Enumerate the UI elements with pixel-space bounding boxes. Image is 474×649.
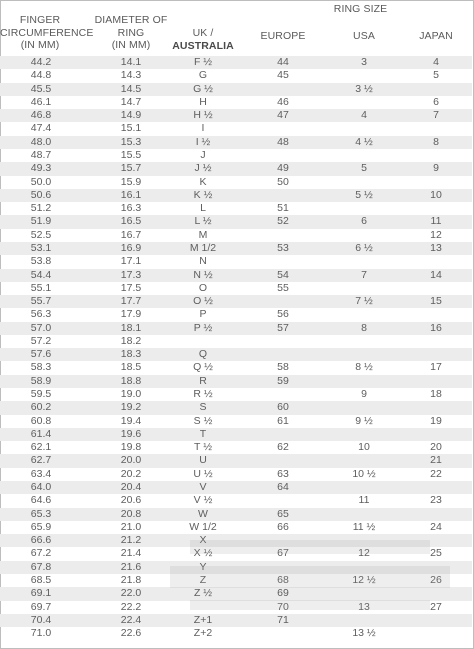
diameter-cell: 21.2 [120,534,142,547]
finger-circumference-cell: 45.5 [30,82,52,95]
europe-label: EUROPE [260,30,306,42]
europe-size-cell: 64 [277,481,289,493]
japan-size-cell: 27 [430,600,442,613]
finger-circumference-cell: 53.1 [30,241,52,254]
table-row [0,335,472,348]
table-row [0,136,472,149]
europe-size-cell: 45 [277,69,289,82]
table-row [0,601,472,614]
uk-size-cell: T [199,427,207,440]
japan-size-cell: 8 [433,135,439,148]
uk-size-cell: W 1/2 [189,520,217,533]
usa-size-cell: 4 [361,109,367,122]
usa-size-cell: 10 [358,441,370,454]
ring-size-heading [248,3,473,16]
uk-size-cell: W [198,507,208,520]
uk-size-cell: Z ½ [193,587,213,600]
japan-size-cell: 17 [430,361,442,374]
uk-size-cell: Q [198,348,208,361]
uk-size-cell: Z+2 [193,627,213,640]
usa-size-cell: 9 ½ [355,414,373,427]
uk-size-cell: U ½ [193,467,213,480]
finger-circumference-cell: 68.5 [30,573,52,586]
finger-circumference-cell: 58.9 [30,374,52,387]
table-row [0,83,472,96]
uk-size-cell: Y [199,560,207,573]
diameter-cell: 21.0 [120,520,142,533]
header-line: RING [117,26,145,39]
uk-size-cell: S [199,401,207,414]
usa-size-cell: 7 [361,268,367,281]
finger-circumference-cell: 71.0 [30,627,52,640]
diameter-cell: 19.2 [120,401,142,414]
finger-circumference-cell: 55.1 [30,281,52,294]
header-line: UK / [192,27,214,39]
japan-header [399,30,473,43]
diameter-cell: 18.8 [120,374,142,387]
diameter-cell: 22.4 [120,613,142,626]
finger-circumference-cell: 64.0 [30,481,52,493]
europe-size-cell: 71 [277,613,289,626]
diameter-cell: 20.8 [120,507,142,520]
table-row [0,56,472,69]
table-row [0,375,472,388]
finger-circumference-cell: 54.4 [30,268,52,281]
uk-size-cell: I ½ [195,135,211,148]
diameter-cell: 15.9 [120,175,142,188]
table-row [0,269,472,282]
diameter-cell: 16.3 [120,202,142,215]
europe-size-cell: 48 [277,135,289,148]
finger-circumference-cell: 62.7 [30,454,52,467]
diameter-cell: 19.8 [120,441,142,454]
japan-size-cell: 10 [430,188,442,201]
europe-size-cell: 55 [277,281,289,294]
finger-circumference-cell: 65.3 [30,507,52,520]
finger-circumference-cell: 58.3 [30,361,52,374]
uk-size-cell: H ½ [193,109,213,122]
uk-australia-header [166,27,240,52]
finger-circumference-cell: 63.4 [30,467,52,480]
size-table-body [0,56,472,640]
finger-circumference-cell: 52.5 [30,228,52,241]
diameter-cell: 14.9 [120,109,142,122]
finger-circumference-cell: 70.4 [30,613,52,626]
uk-size-cell: I [201,122,205,135]
usa-size-cell: 8 [361,321,367,334]
europe-size-cell: 70 [277,600,289,613]
diameter-cell: 21.4 [120,547,142,560]
table-row [0,508,472,521]
table-row [0,295,472,308]
finger-circumference-cell: 64.6 [30,494,52,507]
uk-size-cell: G [198,69,208,82]
diameter-cell: 18.5 [120,361,142,374]
europe-size-cell: 47 [277,109,289,122]
finger-circumference-cell: 67.2 [30,547,52,560]
table-row [0,149,472,162]
diameter-cell: 17.7 [120,295,142,308]
diameter-cell: 14.3 [120,69,142,82]
diameter-cell: 15.5 [120,148,142,161]
usa-size-cell: 10 ½ [352,467,376,480]
japan-size-cell: 20 [430,441,442,454]
diameter-cell: 20.2 [120,467,142,480]
finger-circumference-cell: 57.0 [30,321,52,334]
usa-size-cell: 8 ½ [355,361,373,374]
finger-circumference-header [0,14,94,52]
finger-circumference-cell: 69.7 [30,600,52,613]
usa-label: USA [353,30,375,42]
diameter-cell: 15.3 [120,135,142,148]
table-row [0,348,472,361]
japan-size-cell: 24 [430,520,442,533]
table-row [0,521,472,534]
table-row [0,415,472,428]
header-line: DIAMETER OF [94,14,168,26]
europe-size-cell: 51 [277,202,289,215]
uk-size-cell: N ½ [193,268,213,281]
japan-size-cell: 25 [430,547,442,560]
uk-size-cell: Q ½ [193,361,213,374]
finger-circumference-cell: 50.6 [30,188,52,201]
uk-size-cell: R ½ [193,388,213,401]
japan-size-cell: 21 [430,454,442,467]
europe-size-cell: 56 [277,308,289,321]
diameter-header [91,14,171,52]
table-row [0,627,472,640]
japan-size-cell: 15 [430,295,442,308]
table-row [0,361,472,374]
finger-circumference-cell: 44.8 [30,69,52,82]
europe-size-cell: 61 [277,414,289,427]
table-row [0,468,472,481]
header-line: (IN MM) [20,39,60,51]
europe-size-cell: 49 [277,162,289,175]
uk-size-cell: M [198,228,208,241]
finger-circumference-cell: 46.8 [30,109,52,122]
usa-size-cell: 13 [358,600,370,613]
uk-size-cell: P ½ [193,321,213,334]
japan-size-cell: 4 [433,56,439,68]
table-row [0,109,472,122]
finger-circumference-cell: 44.2 [30,56,52,68]
europe-size-cell: 57 [277,321,289,334]
table-row [0,242,472,255]
finger-circumference-cell: 69.1 [30,587,52,600]
finger-circumference-cell: 59.5 [30,388,52,401]
uk-size-cell: Z+1 [193,613,213,626]
uk-size-cell: X [199,534,207,547]
finger-circumference-cell: 60.8 [30,414,52,427]
japan-size-cell: 5 [433,69,439,82]
japan-size-cell: 6 [433,95,439,108]
europe-size-cell: 53 [277,241,289,254]
table-row [0,534,472,547]
uk-size-cell: O [198,281,208,294]
table-row [0,176,472,189]
diameter-cell: 16.5 [120,215,142,228]
europe-size-cell: 68 [277,573,289,586]
diameter-cell: 14.5 [120,82,142,95]
table-row [0,388,472,401]
europe-size-cell: 46 [277,95,289,108]
uk-size-cell: R [199,374,207,387]
japan-size-cell: 19 [430,414,442,427]
diameter-cell: 21.8 [120,573,142,586]
finger-circumference-cell: 55.7 [30,295,52,308]
table-row [0,229,472,242]
usa-header [329,30,399,43]
usa-size-cell: 11 [358,494,370,507]
uk-size-cell: O ½ [193,295,213,308]
europe-size-cell: 66 [277,520,289,533]
japan-size-cell: 22 [430,467,442,480]
finger-circumference-cell: 65.9 [30,520,52,533]
diameter-cell: 22.2 [120,600,142,613]
usa-size-cell: 5 [361,162,367,175]
japan-size-cell: 13 [430,241,442,254]
uk-size-cell: X ½ [193,547,213,560]
finger-circumference-cell: 50.0 [30,175,52,188]
table-row [0,574,472,587]
diameter-cell: 16.1 [120,188,142,201]
diameter-cell: 17.1 [120,255,142,268]
finger-circumference-cell: 66.6 [30,534,52,547]
table-row [0,494,472,507]
finger-circumference-cell: 51.2 [30,202,52,215]
finger-circumference-cell: 53.8 [30,255,52,268]
header-line: (IN MM) [111,39,151,51]
table-row [0,614,472,627]
table-row [0,122,472,135]
table-row [0,215,472,228]
header-line: AUSTRALIA [172,39,234,52]
table-row [0,322,472,335]
finger-circumference-cell: 46.1 [30,95,52,108]
table-row [0,547,472,560]
uk-size-cell: V ½ [193,494,213,507]
uk-size-cell: F ½ [193,56,213,68]
usa-size-cell: 3 [361,56,367,68]
finger-circumference-cell: 67.8 [30,560,52,573]
europe-size-cell: 50 [277,175,289,188]
uk-size-cell: U [199,454,207,467]
uk-size-cell: M 1/2 [189,241,217,254]
diameter-cell: 18.1 [120,321,142,334]
table-row [0,587,472,600]
diameter-cell: 20.6 [120,494,142,507]
table-row [0,481,472,494]
uk-size-cell: L [200,202,206,215]
usa-size-cell: 7 ½ [355,295,373,308]
table-row [0,308,472,321]
uk-size-cell: J [200,148,206,161]
header-line: FINGER [19,14,61,26]
table-row [0,189,472,202]
diameter-cell: 14.1 [120,56,142,68]
japan-label: JAPAN [419,30,453,42]
uk-size-cell: J ½ [194,162,212,175]
table-row [0,255,472,268]
japan-size-cell: 14 [430,268,442,281]
europe-size-cell: 67 [277,547,289,560]
uk-size-cell: K ½ [193,188,213,201]
finger-circumference-cell: 57.2 [30,334,52,347]
uk-size-cell: S ½ [193,414,213,427]
finger-circumference-cell: 60.2 [30,401,52,414]
europe-size-cell: 58 [277,361,289,374]
diameter-cell: 18.2 [120,334,142,347]
finger-circumference-cell: 49.3 [30,162,52,175]
uk-size-cell: Z [199,573,207,586]
europe-size-cell: 52 [277,215,289,228]
uk-size-cell: K [199,175,207,188]
finger-circumference-cell: 57.6 [30,348,52,361]
usa-size-cell: 9 [361,388,367,401]
ring-size-label: RING SIZE [333,3,388,15]
finger-circumference-cell: 48.7 [30,148,52,161]
finger-circumference-cell: 61.4 [30,427,52,440]
diameter-cell: 16.9 [120,241,142,254]
diameter-cell: 17.5 [120,281,142,294]
uk-size-cell: V [199,481,207,493]
diameter-cell: 17.9 [120,308,142,321]
japan-size-cell: 18 [430,388,442,401]
finger-circumference-cell: 56.3 [30,308,52,321]
diameter-cell: 16.7 [120,228,142,241]
table-row [0,441,472,454]
usa-size-cell: 11 ½ [352,520,376,533]
diameter-cell: 19.6 [120,427,142,440]
diameter-cell: 19.0 [120,388,142,401]
europe-size-cell: 60 [277,401,289,414]
finger-circumference-cell: 48.0 [30,135,52,148]
table-row [0,96,472,109]
uk-size-cell: L ½ [194,215,212,228]
usa-size-cell: 4 ½ [355,135,373,148]
usa-size-cell: 6 ½ [355,241,373,254]
usa-size-cell: 12 ½ [352,573,376,586]
uk-size-cell: N [199,255,207,268]
usa-size-cell: 13 ½ [352,627,376,640]
japan-size-cell: 11 [430,215,442,228]
finger-circumference-cell: 47.4 [30,122,52,135]
table-row [0,202,472,215]
finger-circumference-cell: 62.1 [30,441,52,454]
diameter-cell: 15.7 [120,162,142,175]
usa-size-cell: 5 ½ [355,188,373,201]
diameter-cell: 21.6 [120,560,142,573]
table-row [0,282,472,295]
europe-size-cell: 44 [277,56,289,68]
diameter-cell: 15.1 [120,122,142,135]
uk-size-cell: T ½ [194,441,212,454]
diameter-cell: 20.4 [120,481,142,493]
uk-size-cell: G ½ [193,82,213,95]
table-row [0,428,472,441]
japan-size-cell: 7 [433,109,439,122]
table-row [0,561,472,574]
header-line: CIRCUMFERENCE [0,26,94,39]
europe-size-cell: 62 [277,441,289,454]
europe-size-cell: 54 [277,268,289,281]
diameter-cell: 20.0 [120,454,142,467]
europe-header [248,30,318,43]
usa-size-cell: 3 ½ [355,82,373,95]
usa-size-cell: 6 [361,215,367,228]
europe-size-cell: 65 [277,507,289,520]
table-row [0,162,472,175]
finger-circumference-cell: 51.9 [30,215,52,228]
diameter-cell: 14.7 [120,95,142,108]
japan-size-cell: 9 [433,162,439,175]
table-row [0,69,472,82]
uk-size-cell: H [199,95,207,108]
europe-size-cell: 59 [277,374,289,387]
japan-size-cell: 23 [430,494,442,507]
table-row [0,401,472,414]
usa-size-cell: 12 [358,547,370,560]
europe-size-cell: 69 [277,587,289,600]
diameter-cell: 22.0 [120,587,142,600]
europe-size-cell: 63 [277,467,289,480]
table-row [0,454,472,467]
diameter-cell: 22.6 [120,627,142,640]
japan-size-cell: 16 [430,321,442,334]
japan-size-cell: 12 [430,228,442,241]
diameter-cell: 19.4 [120,414,142,427]
japan-size-cell: 26 [430,573,442,586]
diameter-cell: 18.3 [120,348,142,361]
uk-size-cell: P [199,308,207,321]
diameter-cell: 17.3 [120,268,142,281]
